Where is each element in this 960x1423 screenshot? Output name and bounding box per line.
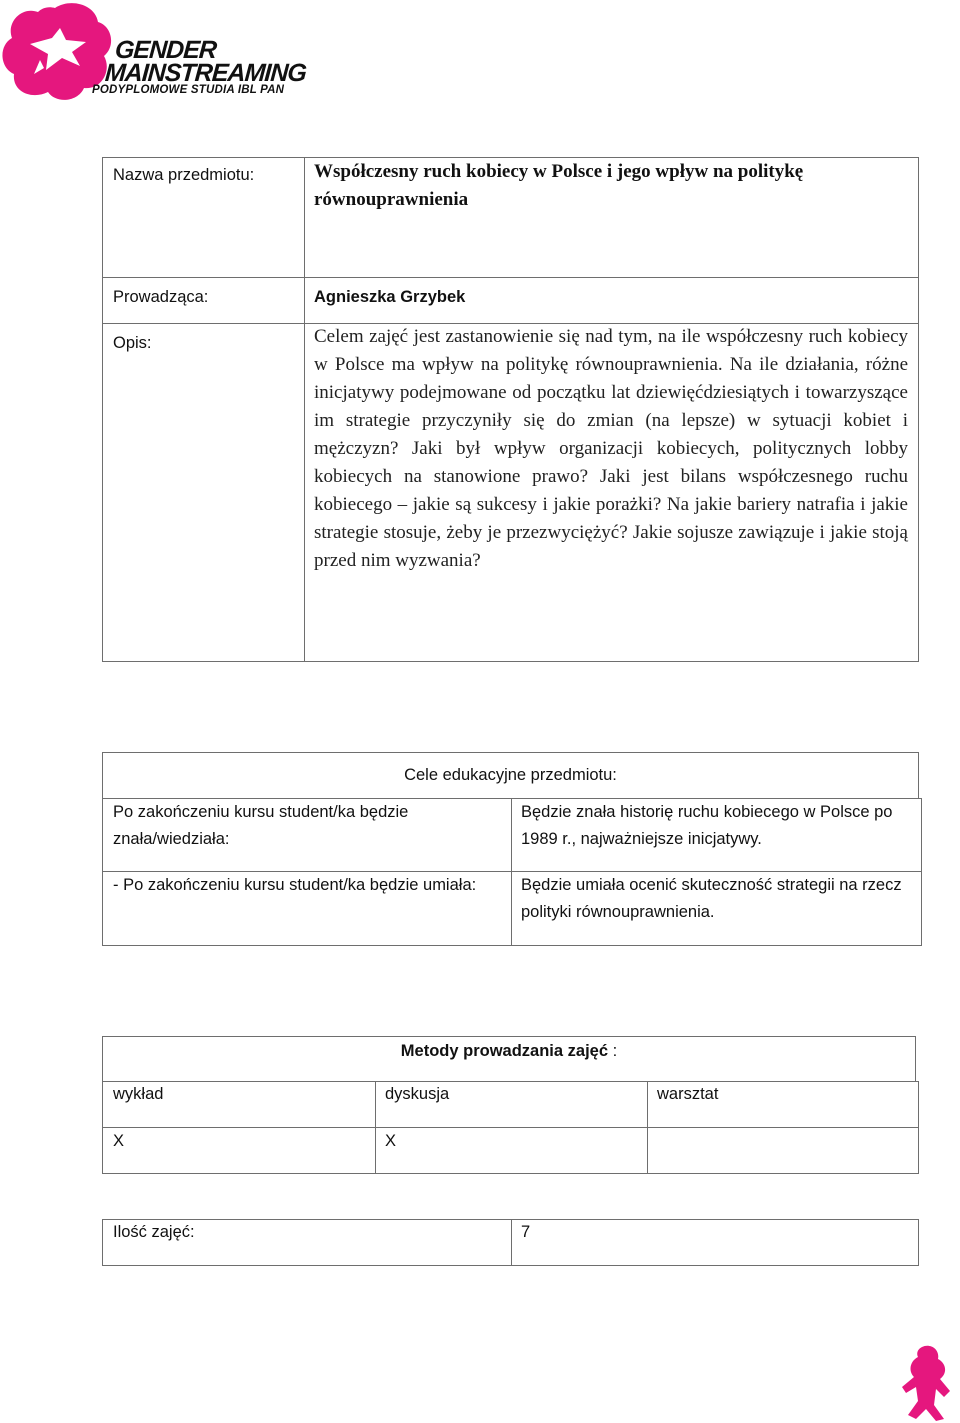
- goals-skills-value: Będzie umiała ocenić skuteczność strategii na rzecz polityki równouprawnienia.: [521, 876, 902, 921]
- course-name-value: Współczesny ruch kobiecy w Polsce i jego wpływ na politykę równouprawnienia: [314, 161, 804, 210]
- gender-mainstreaming-logo: [0, 0, 307, 110]
- instructor-value: Agnieszka Grzybek: [314, 288, 466, 306]
- sessions-table: [102, 1219, 919, 1266]
- figure-mascot-icon: [900, 1343, 960, 1423]
- instructor-label: Prowadząca:: [113, 288, 209, 306]
- sessions-label: Ilość zajęć:: [113, 1223, 195, 1241]
- goals-knowledge-label: Po zakończeniu kursu student/ka będzie znała/wiedziała:: [113, 803, 409, 848]
- description-label: Opis:: [113, 334, 152, 352]
- goals-table: [102, 798, 922, 946]
- method-lecture-mark: X: [113, 1132, 125, 1150]
- goals-header-row: [102, 752, 919, 799]
- logo-line-gender: GENDER: [114, 36, 217, 64]
- method-discussion-label: dyskusja: [385, 1085, 450, 1103]
- goals-skills-label: - Po zakończeniu kursu student/ka będzie umiała:: [113, 876, 477, 894]
- course-info-table: [102, 157, 919, 662]
- goals-knowledge-value: Będzie znała historię ruchu kobiecego w Polsce po 1989 r., najważniejsze inicjatywy.: [521, 803, 893, 848]
- methods-header: Metody prowadzania zajęć :: [400, 1042, 618, 1060]
- description-value: Celem zajęć jest zastanowienie się nad tym, na ile współczesny ruch kobiecy w Polsce ma wpływ na politykę równouprawnienia. Na ile działania, różne inicjatywy podejmowane od początku lat dziewięćdziesiątych i towarzyszące im strategie przyczyniły się do zmian (na lepsze) w sytuacji kobiet i mężczyzn? Jaki był wpływ organizacji kobiecych, politycznych lobby kobiecych na stanowione prawo? Jaki jest bilans współczesnego ruchu kobiecego – jakie są sukcesy i jakie porażki? Na jakie bariery natrafia i jakie strategie stosuje, żeby je przezwyciężyć? Jakie sojusze zawiązuje i jakie stoją przed nim wyzwania?: [314, 326, 908, 571]
- method-workshop-label: warsztat: [657, 1085, 719, 1103]
- method-discussion-mark: X: [385, 1132, 397, 1150]
- logo-line-mainstreaming: MAINSTREAMING: [104, 59, 307, 87]
- course-name-label: Nazwa przedmiotu:: [113, 166, 255, 184]
- method-lecture-label: wykład: [113, 1085, 164, 1103]
- logo-line-subtitle: PODYPLOMOWE STUDIA IBL PAN: [92, 84, 285, 96]
- methods-table: [102, 1081, 919, 1174]
- methods-header-row: [102, 1036, 916, 1082]
- goals-header: Cele edukacyjne przedmiotu:: [404, 766, 617, 784]
- sessions-value: 7: [521, 1223, 531, 1241]
